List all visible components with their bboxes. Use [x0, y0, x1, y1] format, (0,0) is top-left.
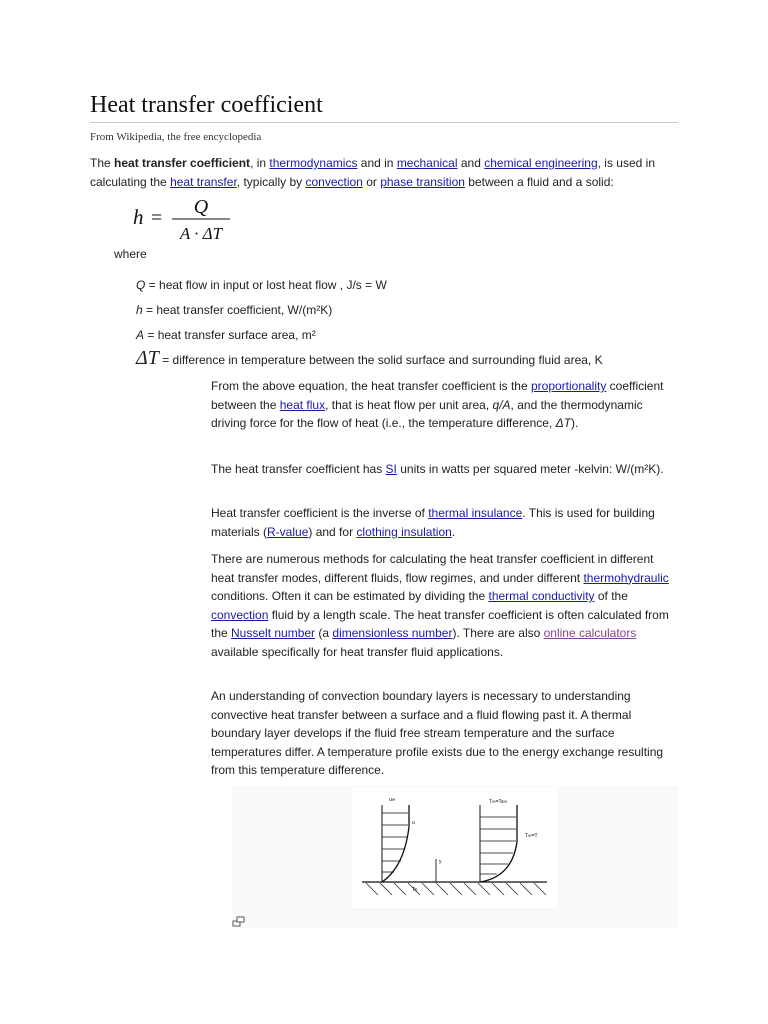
paragraph-text: From the above equation, the heat transfer coefficient is the: [211, 379, 531, 393]
definition-text: = difference in temperature between the solid surface and surrounding fluid area, K: [158, 353, 603, 367]
definition-text: = heat flow in input or lost heat flow , J/s = W: [145, 278, 387, 292]
link-convection[interactable]: convection: [305, 174, 363, 189]
link-convection-2[interactable]: convection: [211, 607, 269, 622]
term-heat-transfer-coefficient: heat transfer coefficient: [114, 156, 251, 170]
paragraph-text: available specifically for heat transfer fluid applications.: [211, 644, 504, 659]
paragraph-text: (a: [315, 626, 333, 640]
paragraph-text: .: [451, 524, 456, 539]
intro-text: The: [90, 156, 115, 170]
intro-text: or: [362, 174, 381, 189]
intro-text: , in: [250, 156, 270, 170]
label-y: y: [439, 859, 442, 865]
paragraph-text: units in watts per squared meter -kelvin: W/(m²K).: [396, 462, 664, 476]
link-online-calculators[interactable]: online calculators: [543, 626, 637, 640]
paragraph-text: conditions. Often it can be estimated by dividing the: [211, 589, 489, 603]
paragraph-boundary-layers: An understanding of convection boundary layers is necessary to understanding convective heat transfer between a surface and a fluid flowing past it. A thermal boundary layer develops if the fluid free stream temperature and the surface temperatures differ. A temperature profile exists due to the energy exchange resulting from this temperature difference.: [211, 689, 664, 777]
page-title: Heat transfer coefficient: [90, 92, 323, 118]
label-t-inf-top: T∞=Ts∞: [489, 799, 508, 805]
link-clothing-insulation[interactable]: clothing insulation: [356, 524, 452, 539]
paragraph-text: Heat transfer coefficient is the inverse of: [211, 506, 429, 520]
symbol-a: A: [136, 328, 145, 342]
definition-q: [136, 278, 387, 292]
intro-text: and: [457, 156, 485, 170]
link-dimensionless-number[interactable]: dimensionless number: [332, 626, 453, 640]
label-t-inf: T∞=T: [525, 833, 538, 839]
intro-paragraph: [90, 154, 680, 191]
paragraph-text: coefficient between the: [211, 379, 664, 412]
definition-text: = heat transfer coefficient, W/(m²K): [142, 303, 333, 317]
equation-numerator: Q: [193, 196, 209, 218]
intro-text: between a fluid and a solid:: [464, 174, 614, 189]
paragraph-text: of the: [594, 589, 628, 603]
enlarge-icon[interactable]: [232, 916, 246, 928]
symbol-q-over-a: q/A: [492, 397, 511, 412]
paragraph-text: , that is heat flow per unit area,: [325, 397, 493, 412]
intro-text: , typically by: [236, 174, 306, 189]
paragraph-text: , and the thermodynamic driving force for the flow of heat (i.e., the temperature difference,: [211, 397, 643, 430]
paragraph-si-units: [211, 460, 679, 479]
paragraph-methods: [211, 550, 679, 661]
intro-text: and in: [357, 156, 397, 170]
link-si[interactable]: SI: [385, 462, 397, 476]
symbol-q: Q: [136, 278, 146, 292]
link-r-value[interactable]: R-value: [267, 524, 309, 539]
definition-h: [136, 303, 332, 317]
link-chemical-engineering[interactable]: chemical engineering: [484, 156, 598, 170]
link-thermohydraulic[interactable]: thermohydraulic: [583, 570, 669, 585]
where-label: where: [114, 247, 147, 261]
label-ts: Ts: [412, 887, 417, 893]
definition-text: = heat transfer surface area, m²: [144, 328, 316, 342]
paragraph-text: . This is used for building materials (: [211, 506, 655, 539]
link-phase-transition[interactable]: phase transition: [380, 174, 465, 189]
definition-a: [136, 328, 316, 342]
symbol-delta-t: ΔT: [136, 347, 159, 369]
paragraph-text: ) and for: [308, 524, 357, 539]
symbol-h: h: [136, 303, 143, 317]
definition-delta-t: [136, 347, 603, 370]
link-proportionality[interactable]: proportionality: [530, 379, 607, 393]
link-thermodynamics[interactable]: thermodynamics: [269, 156, 358, 170]
link-heat-flux[interactable]: heat flux: [279, 397, 326, 412]
page-tagline: From Wikipedia, the free encyclopedia: [90, 131, 262, 143]
equation-denominator: A · ΔT: [179, 224, 223, 243]
equation-equals: =: [151, 207, 163, 229]
title-divider: [90, 122, 678, 123]
paragraph-proportionality: [211, 377, 679, 433]
label-u-inf: u∞: [389, 797, 396, 803]
link-heat-transfer[interactable]: heat transfer: [170, 174, 237, 189]
heat-transfer-equation: [130, 192, 240, 244]
label-u: u: [412, 820, 415, 826]
link-mechanical[interactable]: mechanical: [396, 156, 458, 170]
link-thermal-insulance[interactable]: thermal insulance: [428, 506, 523, 520]
boundary-layer-diagram: [352, 787, 557, 908]
paragraph-insulance: [211, 504, 679, 541]
symbol-delta-t-inline: ΔT: [555, 416, 572, 430]
paragraph-text: ).: [571, 416, 579, 430]
link-thermal-conductivity[interactable]: thermal conductivity: [488, 589, 595, 603]
paragraph-text: fluid by a length scale. The heat transfer coefficient is often calculated from the: [211, 607, 669, 640]
paragraph-text: The heat transfer coefficient has: [211, 462, 386, 476]
equation-lhs: h: [133, 205, 144, 229]
intro-text: , is used in calculating the: [90, 156, 655, 189]
link-nusselt-number[interactable]: Nusselt number: [231, 626, 316, 640]
paragraph-text: ). There are also: [452, 626, 544, 640]
paragraph-text: There are numerous methods for calculating the heat transfer coefficient in different heat transfer modes, different fluids, flow regimes, and under different: [211, 552, 654, 585]
